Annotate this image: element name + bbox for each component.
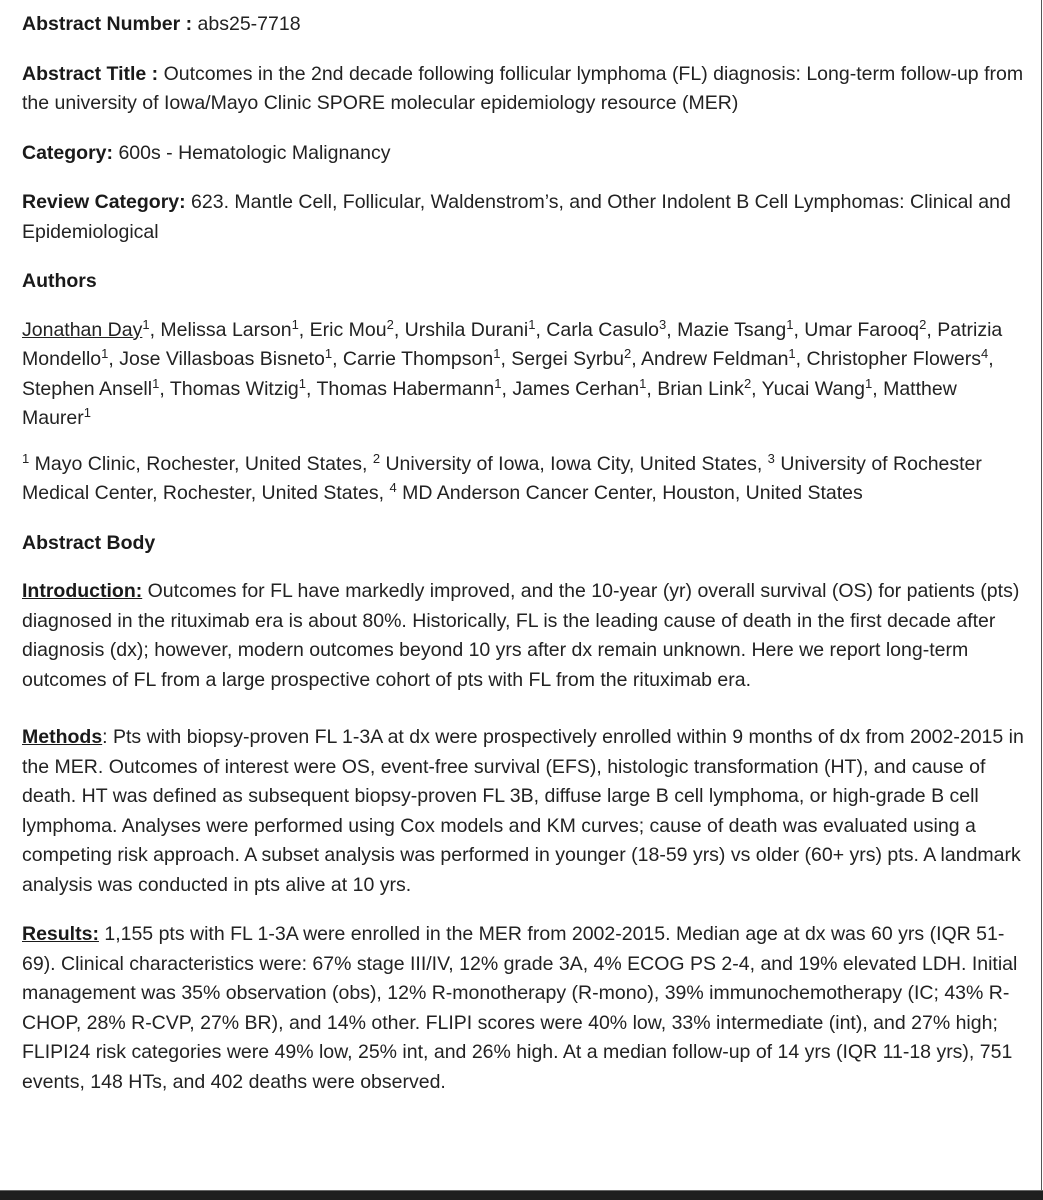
author-name: Sergei Syrbu [511,348,625,370]
introduction-text: Outcomes for FL have markedly improved, and the 10-year (yr) overall survival (OS) for patients (pts) diagnosed in the rituximab era is about 80%. Historically, FL is the leading cause of death in the first decade after diagnosis (dx); however, modern outcomes beyond 10 yrs after dx remain unknown. Here we report long-term outcomes of FL from a large prospective cohort of pts with FL from the rituximab era. [22,580,1020,691]
author-name: Mazie Tsang [677,318,787,341]
author-entry [546,316,678,341]
author-entry [641,348,806,370]
author-separator: , [393,318,405,341]
category-label: Category: [22,141,114,164]
affiliation-text: MD Anderson Cancer Center, Houston, United States [396,482,863,504]
author-affiliation-sup: 2 [743,375,752,391]
abstract-number-label: Abstract Number : [22,13,193,35]
page-border-right [1041,0,1042,1200]
review-category-value: 623. Mantle Cell, Follicular, Waldenstrom’s, and Other Indolent B Cell Lymphomas: Clinical and Epidemiological [22,191,1011,243]
author-entry [804,316,938,341]
introduction-paragraph [22,577,1027,695]
review-category-row [22,188,1027,247]
author-entry [343,348,511,370]
author-separator: , [666,318,678,341]
results-label: Results: [22,923,99,945]
author-affiliation-sup: 1 [528,316,536,332]
author-name: Thomas Habermann [316,377,495,400]
author-name: Jose Villasboas Bisneto [119,348,325,370]
author-entry [807,348,994,370]
author-entry [511,348,641,370]
author-separator: , [631,348,642,370]
author-entry [309,316,405,341]
review-category-label: Review Category: [22,191,186,213]
author-separator: , [795,348,807,370]
author-name: Christopher Flowers [806,348,981,370]
author-separator: , [501,377,513,400]
author-separator: , [306,377,317,400]
author-list [22,316,1027,434]
author-affiliation-sup: 1 [291,316,299,332]
author-name: Yucai Wang [761,377,865,400]
author-name: Andrew Feldman [641,348,789,370]
author-name: Urshila Durani [404,318,529,341]
author-affiliation-sup: 1 [142,316,150,332]
abstract-number-row [22,10,1027,40]
author-entry [119,348,343,370]
author-separator: , [159,377,170,400]
introduction-label: Introduction: [22,580,143,602]
author-name: Carla Casulo [546,318,659,341]
author-separator: , [646,377,658,400]
author-entry [22,316,161,341]
author-affiliation-sup: 1 [324,346,333,361]
author-name: Melissa Larson [160,318,292,341]
author-name: James Cerhan [512,377,640,400]
affiliations [22,450,1027,509]
author-entry [22,375,170,400]
author-entry [512,375,658,400]
author-affiliation-sup: 2 [624,346,632,361]
affiliation-sup: 3 [767,450,775,466]
author-separator: , [926,318,938,341]
author-affiliation-sup: 4 [980,346,989,361]
author-separator: , [108,348,120,370]
author-name: Brian Link [657,377,744,400]
author-affiliation-sup: 1 [101,346,109,361]
author-separator: , [149,318,161,341]
author-name: Thomas Witzig [169,377,299,400]
author-name: Eric Mou [309,318,387,341]
author-affiliation-sup: 1 [298,375,307,391]
author-affiliation-sup: 3 [659,316,667,332]
results-paragraph [22,920,1027,1097]
abstract-title-value: Outcomes in the 2nd decade following follicular lymphoma (FL) diagnosis: Long-term follow-up from the university of Iowa/Mayo Clinic SPORE molecular epidemiology resource (MER) [22,62,1024,114]
author-separator: , [500,348,512,370]
author-affiliation-sup: 1 [865,375,873,391]
category-value: 600s - Hematologic Malignancy [113,141,391,164]
author-separator: , [751,377,762,400]
affiliation-text: Mayo Clinic, Rochester, United States, [29,452,373,475]
author-affiliation-sup: 2 [919,316,927,332]
author-name: Stephen Ansell [22,377,153,400]
author-name: Matthew Maurer [22,377,957,429]
author-separator: , [988,348,994,370]
author-entry [677,316,805,341]
author-name[interactable]: Jonathan Day [22,318,143,341]
author-affiliation-sup: 1 [83,405,92,420]
author-separator: , [535,318,547,341]
author-separator: , [872,377,884,400]
author-name: Patrizia Mondello [22,318,1003,370]
author-separator: , [793,318,805,341]
affiliation-sup: 4 [389,480,397,495]
affiliation-sup: 1 [22,450,30,466]
methods-label: Methods [22,726,103,748]
abstract-page [22,10,1027,1117]
author-affiliation-sup: 1 [786,316,794,332]
author-entry [657,375,762,400]
author-name: Umar Farooq [804,318,920,341]
author-affiliation-sup: 2 [386,316,394,332]
author-entry [316,375,513,400]
category-row [22,139,1027,169]
methods-text: : Pts with biopsy-proven FL 1-3A at dx were prospectively enrolled within 9 months of dx from 2002-2015 in the MER. Outcomes of interest were OS, event-free survival (EFS), histologic transformation (HT), and cause of death. HT was defined as subsequent biopsy-proven FL 3B, diffuse large B cell lymphoma, or high-grade B cell lymphoma. Analyses were performed using Cox models and KM curves; cause of death was evaluated using a competing risk approach. A subset analysis was performed in younger (18-59 yrs) vs older (60+ yrs) pts. A landmark analysis was conducted in pts alive at 10 yrs. [22,726,1024,896]
abstract-title-label: Abstract Title : [22,62,159,85]
author-entry [404,316,547,341]
author-separator: , [332,348,343,370]
author-affiliation-sup: 1 [788,346,796,361]
results-text: 1,155 pts with FL 1-3A were enrolled in the MER from 2002-2015. Median age at dx was 60 yrs (IQR 51-69). Clinical characteristics were: 67% stage III/IV, 12% grade 3A, 4% ECOG PS 2-4, and 19% elevated LDH. Initial management was 35% observation (obs), 12% R-monotherapy (R-mono), 39% immunochemotherapy (IC; 43% R-CHOP, 28% R-CVP, 27% BR), and 14% other. FLIPI scores were 40% low, 33% intermediate (int), and 27% high; FLIPI24 risk categories were 49% low, 25% int, and 26% high. At a median follow-up of 14 yrs (IQR 11-18 yrs), 751 events, 148 HTs, and 402 deaths were observed. [22,923,1018,1093]
author-affiliation-sup: 1 [152,375,160,391]
affiliation-sup: 2 [372,450,381,466]
abstract-body-heading: Abstract Body [22,531,156,554]
author-affiliation-sup: 1 [494,375,502,391]
author-entry [169,375,317,400]
authors-heading: Authors [22,270,97,292]
author-entry [761,375,884,400]
affiliation-text: University of Rochester Medical Center, Rochester, United States, [22,452,982,504]
methods-paragraph [22,723,1027,900]
affiliation-text: University of Iowa, Iowa City, United States, [380,452,768,475]
abstract-number-value: abs25-7718 [192,13,301,35]
author-name: Carrie Thompson [342,348,494,370]
author-entry [160,316,310,341]
author-affiliation-sup: 1 [493,346,501,361]
author-separator: , [298,318,310,341]
abstract-title-row [22,60,1027,119]
page-border-bottom [0,1191,1043,1200]
author-affiliation-sup: 1 [639,375,647,391]
